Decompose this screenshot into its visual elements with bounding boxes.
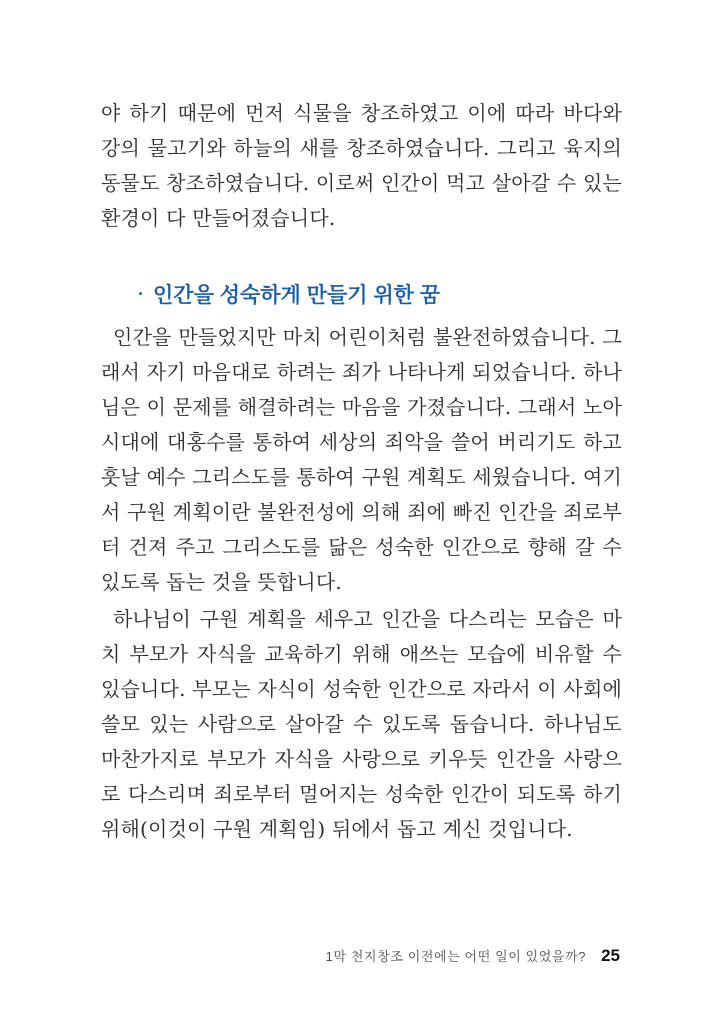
body-paragraph-3: 하나님이 구원 계획을 세우고 인간을 다스리는 모습은 마치 부모가 자식을 교육하기 위해 애쓰는 모습에 비유할 수 있습니다. 부모는 자식이 성숙한 인간으로 자라서 이 사회에 쓸모 있는 사람으로 살아갈 수 있도록 돕습니다. 하나님도 마찬가지로 부모가 자식을 사랑으로 키우듯 인간을 사랑으로 다스리며 죄로부터 멀어지는 성숙한 인간이 되도록 하기 위해(이것이 구원 계획임) 뒤에서 돕고 계신 것입니다. xyxy=(101,607,622,841)
section-heading xyxy=(138,282,622,310)
body-paragraph-1: 야 하기 때문에 먼저 식물을 창조하였고 이에 따라 바다와 강의 물고기와 하늘의 새를 창조하였습니다. 그리고 육지의 동물도 창조하였습니다. 이로써 인간이 먹고 살아갈 수 있는 환경이 다 만들어졌습니다. xyxy=(101,101,622,230)
section-heading-text: 인간을 성숙하게 만들기 위한 꿈 xyxy=(153,284,441,307)
running-footer xyxy=(326,946,620,966)
footer-chapter-title: 1막 천지창조 이전에는 어떤 일이 있었을까? xyxy=(325,949,587,964)
bullet-icon: · xyxy=(138,284,144,304)
footer-page-number: 25 xyxy=(601,946,620,965)
body-paragraph-2: 인간을 만들었지만 마치 어린이처럼 불완전하였습니다. 그래서 자기 마음대로 하려는 죄가 나타나게 되었습니다. 하나님은 이 문제를 해결하려는 마음을 가졌습니다. 그래서 노아 시대에 대홍수를 통하여 세상의 죄악을 쓸어 버리기도 하고 훗날 예수 그리스도를 통하여 구원 계획도 세웠습니다. 여기서 구원 계획이란 불완전성에 의해 죄에 빠진 인간을 죄로부터 건져 주고 그리스도를 닮은 성숙한 인간으로 향해 갈 수 있도록 돕는 것을 뜻합니다. xyxy=(101,325,622,594)
